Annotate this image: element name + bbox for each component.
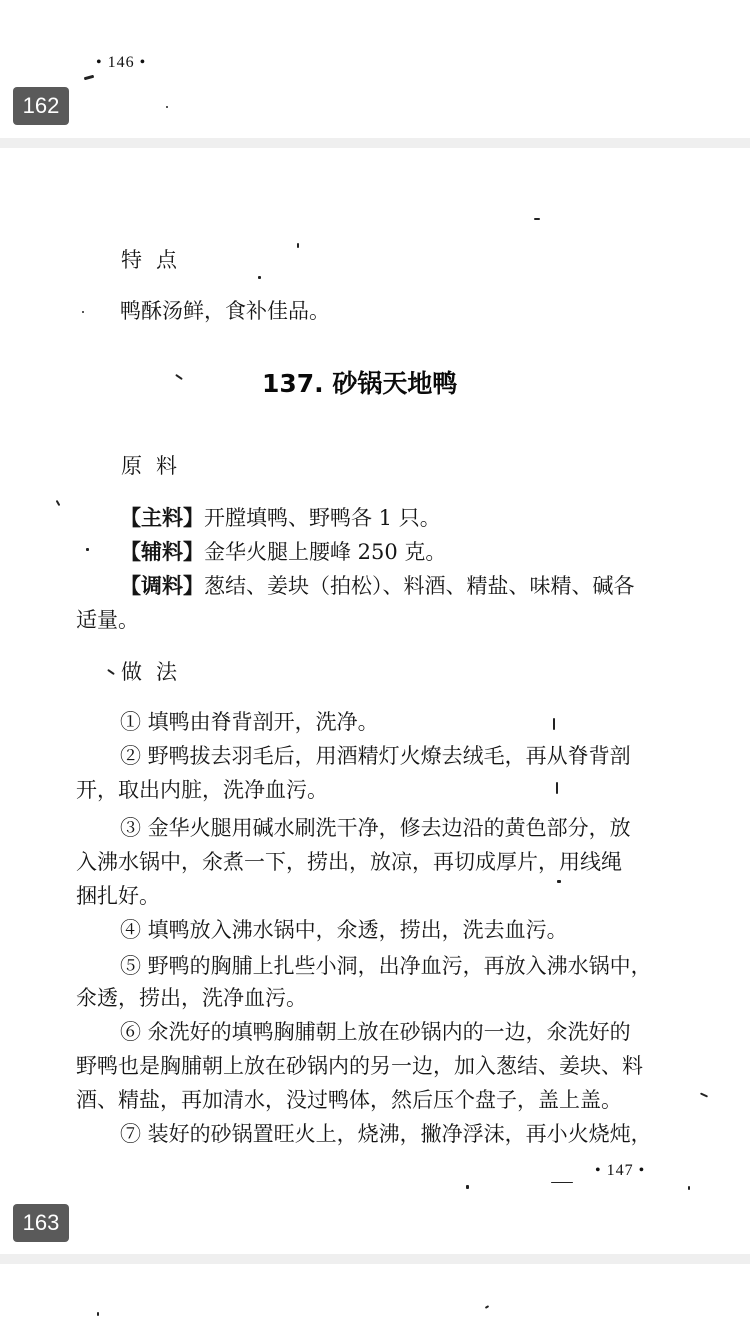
method-line: ② 野鸭拔去羽毛后，用酒精灯火燎去绒毛，再从脊背剖 (120, 744, 631, 768)
scan-speck (688, 1186, 690, 1190)
page-folio-147: • 147 • (595, 1162, 646, 1179)
recipe-title: 137. 砂锅天地鸭 (262, 369, 458, 398)
scan-speck (557, 880, 561, 883)
previous-page (0, 0, 750, 138)
features-text: 鸭酥汤鲜，食补佳品。 (120, 299, 330, 323)
scan-speck (107, 669, 115, 675)
method-line: ⑤ 野鸭的胸脯上扎些小洞，出净血污，再放入沸水锅中， (120, 954, 652, 978)
current-page (0, 148, 750, 1254)
scan-speck (466, 1185, 469, 1189)
method-line: 酒、精盐，再加清水，没过鸭体，然后压个盘子，盖上盖。 (76, 1088, 622, 1112)
seasoning-text-continued: 适量。 (76, 608, 139, 632)
next-page (0, 1264, 750, 1334)
scan-speck (553, 718, 555, 730)
method-line: 野鸭也是胸脯朝上放在砂锅内的另一边，加入葱结、姜块、料 (76, 1054, 643, 1078)
scan-speck (166, 106, 168, 108)
scan-speck (86, 548, 89, 551)
seasoning-label: 【调料】 (120, 573, 204, 598)
scan-speck (556, 782, 558, 794)
method-heading: 做法 (121, 660, 191, 684)
page-separator (0, 1254, 750, 1264)
auxiliary-ingredient-text: 金华火腿上腰峰 250 克。 (204, 540, 447, 564)
scan-speck (700, 1092, 708, 1097)
main-ingredient-text: 开膛填鸭、野鸭各 1 只。 (204, 506, 441, 530)
page-number-badge-163: 163 (13, 1204, 69, 1242)
seasoning-text: 葱结、姜块（拍松）、料酒、精盐、味精、碱各 (204, 574, 635, 598)
scan-speck (534, 218, 540, 220)
page-folio-146: • 146 • (96, 54, 147, 71)
scan-speck (82, 311, 84, 313)
page-separator (0, 138, 750, 148)
method-line: 开，取出内脏，洗净血污。 (76, 778, 328, 802)
scan-speck (175, 374, 183, 380)
scan-speck (84, 75, 94, 80)
method-line: ③ 金华火腿用碱水刷洗干净，修去边沿的黄色部分，放 (120, 816, 631, 840)
method-line: ⑥ 氽洗好的填鸭胸脯朝上放在砂锅内的一边，氽洗好的 (120, 1020, 631, 1044)
ingredients-heading: 原料 (121, 454, 191, 478)
main-ingredient-line (120, 500, 441, 536)
features-heading: 特点 (121, 248, 191, 272)
method-line: 氽透，捞出，洗净血污。 (76, 986, 307, 1010)
page-number-badge-162: 162 (13, 87, 69, 125)
method-line: ④ 填鸭放入沸水锅中，氽透，捞出，洗去血污。 (120, 918, 568, 942)
seasoning-line (120, 568, 635, 604)
main-ingredient-label: 【主料】 (120, 505, 204, 530)
scan-speck (56, 500, 61, 506)
scan-speck (485, 1305, 489, 1309)
scan-speck (551, 1182, 573, 1183)
auxiliary-ingredient-label: 【辅料】 (120, 539, 204, 564)
method-line: ⑦ 装好的砂锅置旺火上，烧沸，撇净浮沫，再小火烧炖， (120, 1122, 652, 1146)
method-line: 捆扎好。 (76, 884, 160, 908)
scan-speck (97, 1312, 99, 1316)
method-line: 入沸水锅中，氽煮一下，捞出，放凉，再切成厚片，用线绳 (76, 850, 622, 874)
scan-speck (258, 276, 261, 279)
scan-speck (297, 243, 299, 248)
method-line: ① 填鸭由脊背剖开，洗净。 (120, 710, 379, 734)
auxiliary-ingredient-line (120, 534, 446, 570)
